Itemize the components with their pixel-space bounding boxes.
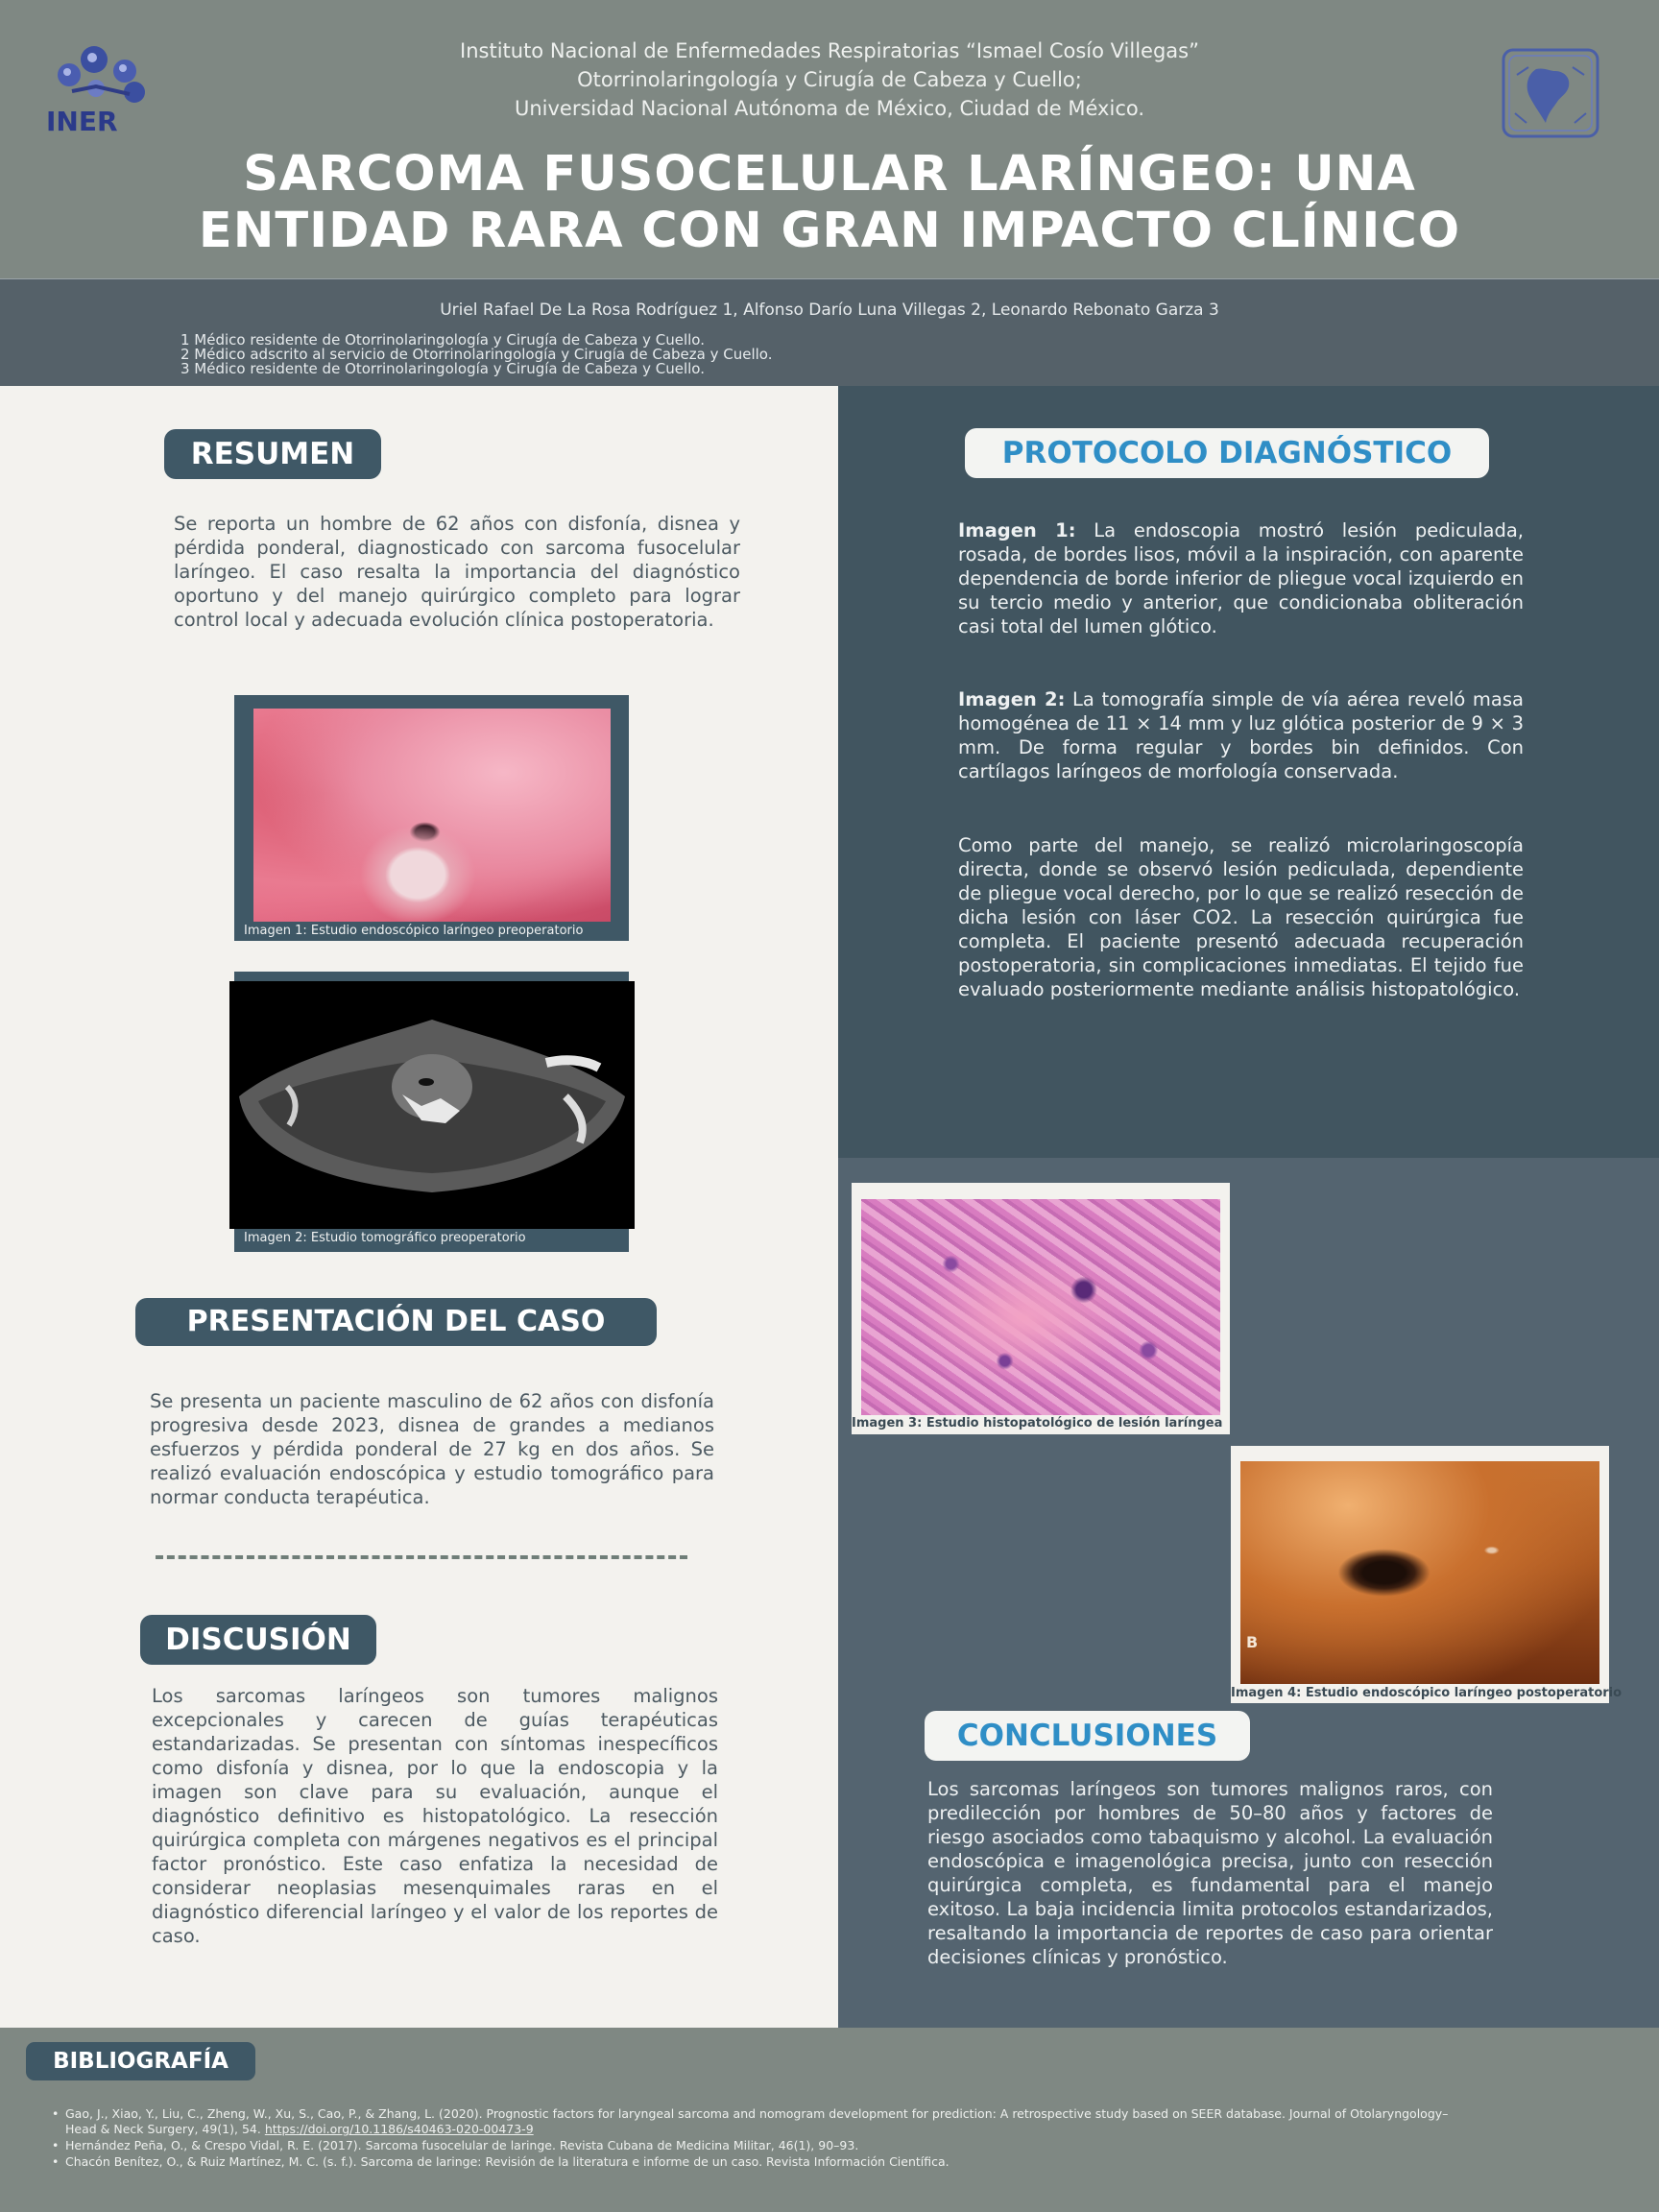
bibliografia-heading: BIBLIOGRAFÍA	[26, 2042, 255, 2080]
bibliography-item-3: • Chacón Benítez, O., & Ruiz Martínez, M. C. (s. f.). Sarcoma de laringe: Revisión de la literatura e informe de un caso. Revista Información Científica.	[65, 2154, 1467, 2170]
protocolo-heading: PROTOCOLO DIAGNÓSTICO	[965, 428, 1489, 478]
conclusiones-heading: CONCLUSIONES	[925, 1711, 1250, 1761]
poster-title-line-1: SARCOMA FUSOCELULAR LARÍNGEO: UNA	[243, 146, 1416, 203]
figure-3-histopathology-image	[861, 1199, 1220, 1415]
institution-block	[0, 36, 1659, 123]
figure-3-frame	[852, 1183, 1230, 1434]
figure-1-endoscopy-image	[253, 709, 611, 922]
authors-band	[0, 278, 1659, 386]
figure-4-letter: B	[1246, 1633, 1259, 1651]
unam-seal-logo	[1498, 46, 1603, 142]
bibliography-list	[65, 2106, 1467, 2171]
resumen-heading: RESUMEN	[164, 429, 381, 479]
conclusiones-text: Los sarcomas laríngeos son tumores malignos raros, con predilección por hombres de 50–80 años y factores de riesgo asociados como tabaquismo y alcohol. La evaluación endoscópica e imagenológica precisa, junto con resección quirúrgica completa, es fundamental para el manejo exitoso. La baja incidencia limita protocolos estandarizados, resaltando la importancia de reportes de caso para orientar decisiones clínicas y pronóstico.	[927, 1778, 1493, 1968]
protocolo-p2-text: La tomografía simple de vía aérea reveló masa homogénea de 11 × 14 mm y luz glótica posterior de 9 × 3 mm. De forma regular y bordes bin definidos. Con cartílagos laríngeos de morfología conservada.	[958, 688, 1524, 782]
figure-4-caption: Imagen 4: Estudio endoscópico laríngeo postoperatorio	[1231, 1686, 1623, 1700]
bibliography-item-2: • Hernández Peña, O., & Crespo Vidal, R. E. (2017). Sarcoma fusocelular de laringe. Revista Cubana de Medicina Militar, 46(1), 90–93.	[65, 2138, 1467, 2153]
author-names: Uriel Rafael De La Rosa Rodríguez 1, Alfonso Darío Luna Villegas 2, Leonardo Rebonato Garza 3	[440, 301, 1219, 320]
bibliography-item-1-doi-link[interactable]: https://doi.org/10.1186/s40463-020-00473-9	[264, 2122, 534, 2136]
presentacion-heading: PRESENTACIÓN DEL CASO	[135, 1298, 657, 1346]
figure-2-frame	[234, 972, 629, 1252]
bibliography-item-1	[65, 2106, 1467, 2137]
bibliography-item-1-text: Gao, J., Xiao, Y., Liu, C., Zheng, W., Xu, S., Cao, P., & Zhang, L. (2020). Prognostic factors for laryngeal sarcoma and nomogram development for prediction: A retrospective study based on SEER database. Journal of Otolaryngology–Head & Neck Surgery, 49(1), 54.	[65, 2106, 1449, 2136]
resumen-text: Se reporta un hombre de 62 años con disfonía, disnea y pérdida ponderal, diagnosticado con sarcoma fusocelular laríngeo. El caso resalta la importancia del diagnóstico oportuno y del manejo quirúrgico completo para lograr control local y adecuada evolución clínica postoperatoria.	[174, 513, 740, 631]
institution-line-1: Instituto Nacional de Enfermedades Respiratorias “Ismael Cosío Villegas”	[460, 39, 1199, 62]
institution-line-2: Otorrinolaringología y Cirugía de Cabeza y Cuello;	[577, 68, 1082, 91]
affiliation-1: 1 Médico residente de Otorrinolaringología y Cirugía de Cabeza y Cuello.	[180, 331, 705, 349]
figure-3-caption: Imagen 3: Estudio histopatológico de lesión laríngea	[852, 1416, 1223, 1431]
protocolo-p1-label: Imagen 1:	[958, 519, 1076, 541]
protocolo-paragraph-3: Como parte del manejo, se realizó microlaringoscopía directa, donde se observó lesión pediculada, dependiente de pliegue vocal derecho, por lo que se realizó resección de dicha lesión con láser CO2. La resección quirúrgica fue completa. El paciente presentó adecuada recuperación postoperatoria, sin complicaciones inmediatas. El tejido fue evaluado posteriormente mediante análisis histopatológico.	[958, 834, 1524, 1000]
poster-header	[0, 0, 1659, 278]
protocolo-p2-label: Imagen 2:	[958, 688, 1066, 710]
poster-title-line-2: ENTIDAD RARA CON GRAN IMPACTO CLÍNICO	[198, 203, 1461, 259]
protocolo-paragraph-2	[958, 687, 1524, 783]
discusion-heading: DISCUSIÓN	[140, 1615, 376, 1665]
institution-line-3: Universidad Nacional Autónoma de México, Ciudad de México.	[514, 97, 1145, 120]
figure-4-endoscopy-image	[1240, 1461, 1599, 1684]
figure-2-ct-image	[229, 981, 635, 1229]
protocolo-paragraph-1	[958, 518, 1524, 638]
poster-title	[115, 146, 1544, 259]
figure-1-caption: Imagen 1: Estudio endoscópico laríngeo preoperatorio	[244, 924, 584, 938]
figure-2-caption: Imagen 2: Estudio tomográfico preoperatorio	[244, 1231, 526, 1245]
affiliation-2: 2 Médico adscrito al servicio de Otorrinolaringología y Cirugía de Cabeza y Cuello.	[180, 346, 773, 363]
iner-logo-text: INER	[46, 106, 118, 137]
affiliation-3: 3 Médico residente de Otorrinolaringología y Cirugía de Cabeza y Cuello.	[180, 360, 705, 377]
presentacion-text: Se presenta un paciente masculino de 62 años con disfonía progresiva desde 2023, disnea de grandes a medianos esfuerzos y pérdida ponderal de 27 kg en dos años. Se realizó evaluación endoscópica y estudio tomográfico para normar conducta terapéutica.	[150, 1390, 714, 1508]
figure-1-frame	[234, 695, 629, 941]
figure-4-frame	[1231, 1446, 1623, 1703]
section-divider	[156, 1555, 687, 1559]
author-affiliations	[180, 333, 773, 376]
protocolo-p1-text: La endoscopia mostró lesión pediculada, rosada, de bordes lisos, móvil a la inspiración, con aparente dependencia de borde inferior de pliegue vocal izquierdo en su tercio medio y anterior, que condicionaba obliteración casi total del lumen glótico.	[958, 519, 1524, 637]
discusion-text: Los sarcomas laríngeos son tumores malignos excepcionales y carecen de guías terapéuticas estandarizadas. Se presentan con síntomas inespecíficos como disfonía y disnea, por lo que la endoscopia y la imagen son clave para su evaluación, aunque el diagnóstico definitivo es histopatológico. La resección quirúrgica completa con márgenes negativos es el principal factor pronóstico. Este caso enfatiza la necesidad de considerar neoplasias mesenquimales raras en el diagnóstico diferencial laríngeo y el valor de los reportes de caso.	[152, 1685, 718, 1947]
